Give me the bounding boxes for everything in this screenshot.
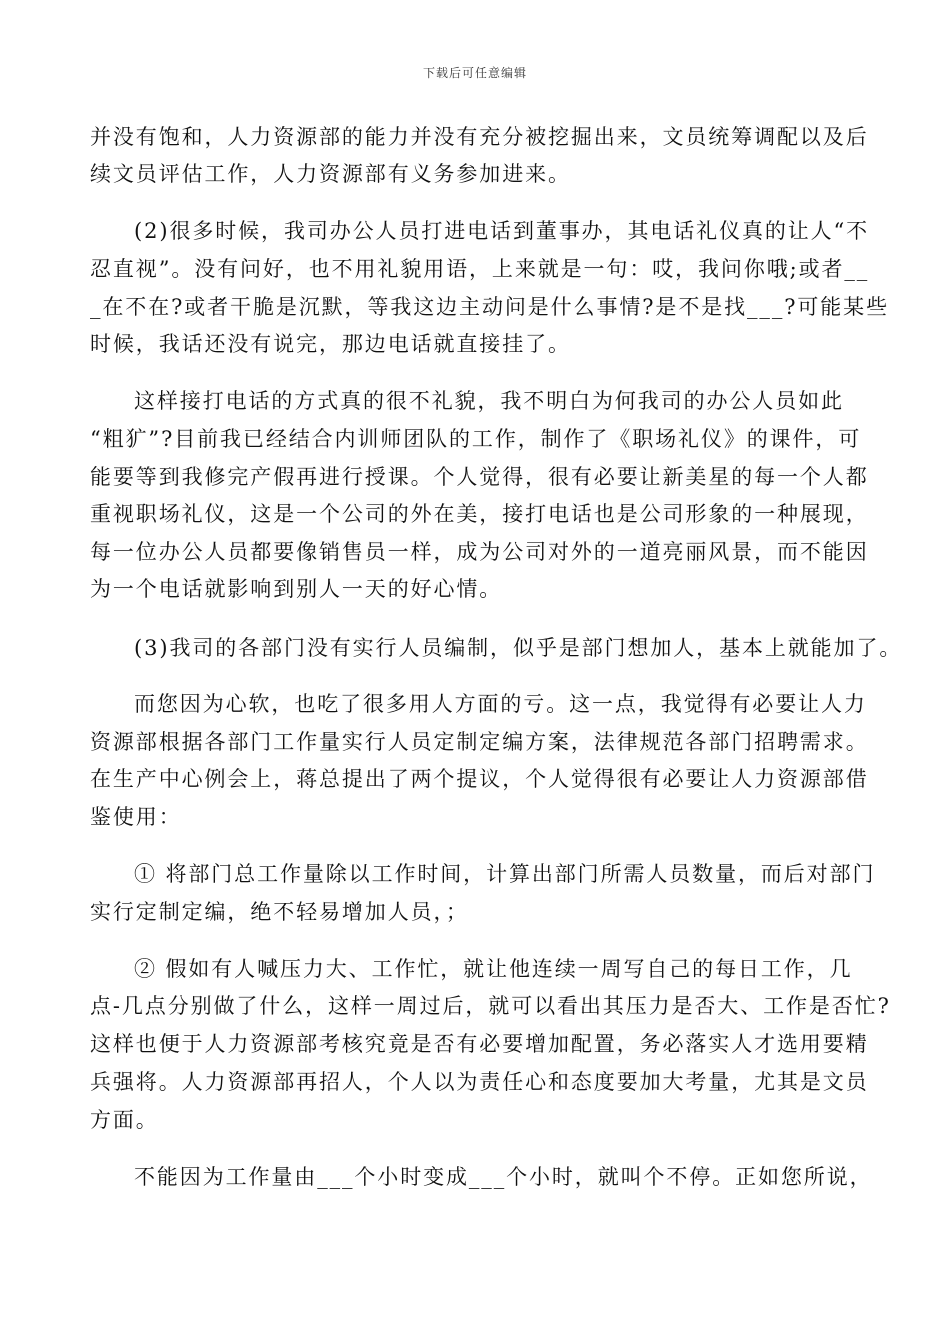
body-text-line: 不能因为工作量由___个小时变成___个小时，就叫个不停。正如您所说， [134,1165,873,1189]
body-text-line: 并没有饱和，人力资源部的能力并没有充分被挖掘出来，文员统筹调配以及后 [90,125,869,149]
page-header: 下载后可任意编辑 [422,66,527,80]
body-text-line: 点-几点分别做了什么，这样一周过后，就可以看出其压力是否大、工作是否忙? [90,994,891,1018]
body-text-line: 这样接打电话的方式真的很不礼貌，我不明白为何我司的办公人员如此 [134,389,844,413]
body-text-line: (3)我司的各部门没有实行人员编制，似乎是部门想加人，基本上就能加了。 [134,636,903,660]
body-text-line: ① 将部门总工作量除以工作时间，计算出部门所需人员数量，而后对部门 [134,862,876,886]
body-text-line: 时候，我话还没有说完，那边电话就直接挂了。 [90,332,571,356]
body-text-line: 实行定制定编，绝不轻易增加人员，； [90,900,469,924]
body-text-line: 为一个电话就影响到别人一天的好心情。 [90,577,503,601]
body-text-line: 这样也便于人力资源部考核究竟是否有必要增加配置，务必落实人才选用要精 [90,1032,869,1056]
body-text-line: 每一位办公人员都要像销售员一样，成为公司对外的一道亮丽风景，而不能因 [90,540,869,564]
body-text-line: _在不在?或者干脆是沉默，等我这边主动问是什么事情?是不是找___?可能某些 [90,295,889,319]
body-text-line: 续文员评估工作，人力资源部有义务参加进来。 [90,162,571,186]
body-text-line: 方面。 [90,1108,159,1132]
body-text-line: 能要等到我修完产假再进行授课。个人觉得，很有必要让新美星的每一个人都 [90,465,869,489]
body-text-line: 资源部根据各部门工作量实行人员定制定编方案，法律规范各部门招聘需求。 [90,730,869,754]
body-text-line: (2)很多时候，我司办公人员打进电话到董事办，其电话礼仪真的让人“不 [134,219,870,243]
body-text-line: 兵强将。人力资源部再招人，个人以为责任心和态度要加大考量，尤其是文员 [90,1070,869,1094]
body-text-line: 而您因为心软，也吃了很多用人方面的亏。这一点，我觉得有必要让人力 [134,692,867,716]
body-text-line: ② 假如有人喊压力大、工作忙，就让他连续一周写自己的每日工作，几 [134,957,853,981]
body-text-line: “粗犷”?目前我已经结合内训师团队的工作，制作了《职场礼仪》的课件，可 [90,427,862,451]
body-text-line: 在生产中心例会上，蒋总提出了两个提议，个人觉得很有必要让人力资源部借 [90,767,869,791]
body-text-line: 重视职场礼仪，这是一个公司的外在美，接打电话也是公司形象的一种展现， [90,502,869,526]
body-text-line: 忍直视”。没有问好，也不用礼貌用语，上来就是一句：哎，我问你哦;或者__ [90,257,870,281]
body-text-line: 鉴使用： [90,805,182,829]
